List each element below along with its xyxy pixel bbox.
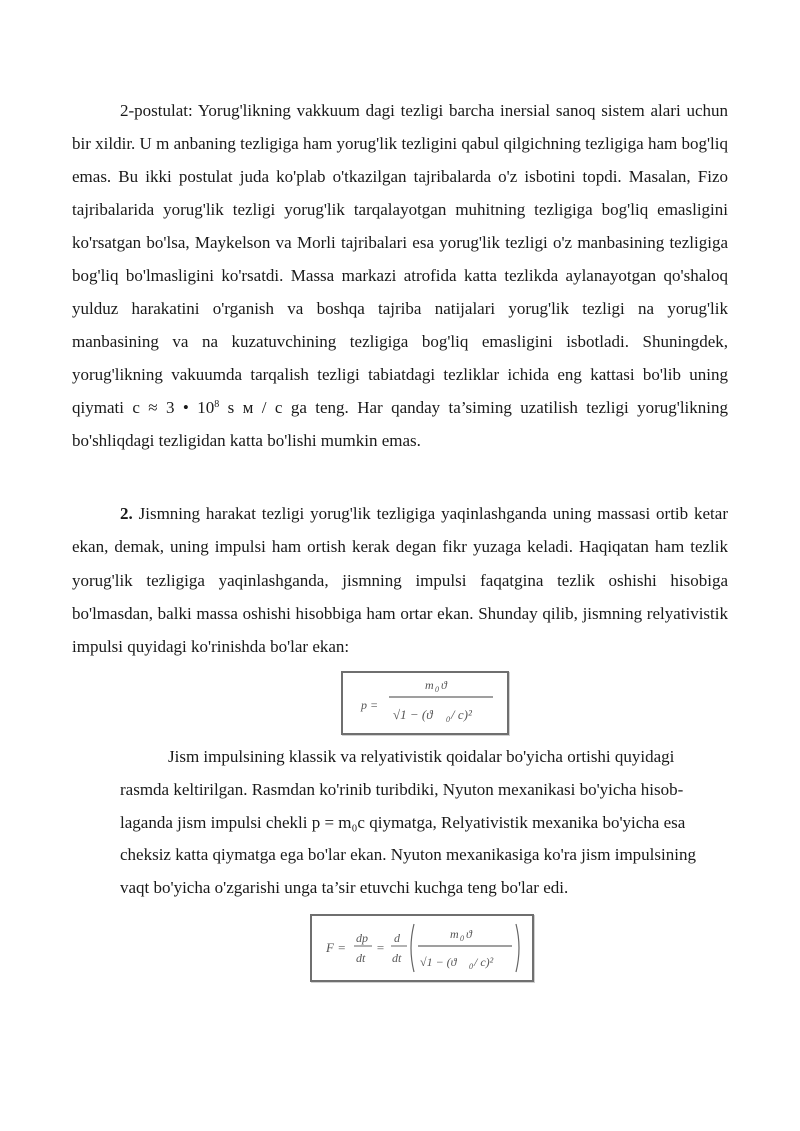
exponent: 8 <box>214 399 220 410</box>
formula-2-denominator-sub: 0 <box>469 962 473 972</box>
paragraph-3-line: vaqt bo'yicha o'zgarishi unga ta’sir etuvchi kuchga teng bo'lar edi. <box>120 877 569 897</box>
formula-2-numerator-var: ϑ <box>466 927 472 942</box>
formula-1-numerator: m <box>425 678 434 693</box>
formula-1-graphic <box>343 673 507 733</box>
paragraph-2-text: Jismning harakat tezligi yorug'lik tezligiga yaqinlashganda uning massasi ortib ketar ekan, demak, uning impulsi ham ortish kerak degan fikr yuzaga keladi. Haqiqatan ham tezlik yorug'lik tezligiga yaqinlashganda, jismning impulsi faqatgina tezlik oshishi hisobiga bo'lmasdan, balki massa oshishi hisobbiga ham ortar ekan. Shunday qilib, jismning relyativistik impulsi quyidagi ko'rinishda bo'lar ekan: <box>72 504 728 657</box>
paragraph-3-line: laganda jism impulsi chekli p = m₀c qiymatga, Relyativistik mexanika bo'yicha esa <box>120 812 686 832</box>
formula-2-numerator: m <box>450 927 459 942</box>
formula-1-numerator-sub: 0 <box>435 685 439 695</box>
formula-2-dt: dt <box>356 951 366 966</box>
document-page <box>72 94 728 982</box>
formula-2-left-paren <box>411 924 414 972</box>
formula-2-right-paren <box>516 924 519 972</box>
formula-2-dt2: dt <box>392 951 402 966</box>
formula-1-denominator: √1 − (ϑ <box>393 707 433 723</box>
formula-1-denominator-sub: 0 <box>446 715 450 725</box>
paragraph-3-line: Jism impulsining klassik va relyativistik qoidalar bo'yicha ortishi quyidagi <box>168 747 675 767</box>
formula-2-lhs: F = <box>326 940 346 956</box>
formula-2-graphic <box>312 916 532 980</box>
formula-2-numerator-sub: 0 <box>460 934 464 944</box>
paragraph-impulse-comparison <box>72 741 722 904</box>
formula-1-numerator-var: ϑ <box>441 678 447 693</box>
formula-2-eq: = <box>376 940 385 956</box>
formula-2-dp: dp <box>356 931 368 946</box>
paragraph-1-text: 2-postulat: Yorug'likning vakkuum dagi tezligi barcha inersial sanoq sistem alari uchun bir xildir. U m anbaning tezligiga ham yorug'lik tezligini qabul qilgichning tezligiga ham bog'liq emas. Bu ikki postulat juda ko'plab o'tkazilgan tajribalarda o'z isbotini topdi. Masalan, Fizo tajribalarida yorug'lik tezligi yorug'lik tarqalayotgan muhitning tezligiga bog'liq emasligini ko'rsatgan bo'lsa, Maykelson va Morli tajribalari esa yorug'lik tezligi o'z manbasining tezligiga bog'liq bo'lmasligini ko'rsatdi. Massa markazi atrofida katta tezlikda aylanayotgan qo'shaloq yulduz harakatini o'rganish va boshqa tajriba natijalari yorug'lik tezligi na yorug'lik manbasining va na kuzatuvchining tezligiga bog'liq emasligini isbotladi. Shuningdek, yorug'likning vakuumda tarqalish tezligi tabiatdagi tezliklar ichida eng kattasi bo'lib uning qiymati c ≈ 3 • 10 <box>72 101 728 417</box>
paragraph-3-line: rasmda keltirilgan. Rasmdan ko'rinib turibdiki, Nyuton mexanikasi bo'yicha hisob- <box>120 780 684 800</box>
formula-newton-force <box>310 914 534 982</box>
formula-1-lhs: p = <box>361 698 379 713</box>
formula-2-denominator: √1 − (ϑ <box>420 955 457 970</box>
section-number: 2. <box>120 504 133 523</box>
formula-2-denominator-end: / c)² <box>474 955 494 970</box>
formula-relativistic-momentum <box>341 671 509 735</box>
paragraph-1-text-after: s м / c ga teng. Har qanday ta’siming uzatilish tezligi yorug'likning bo'shliqdagi tezligidan katta bo'lishi mumkin emas. <box>72 398 728 450</box>
formula-1-denominator-end: / c)² <box>451 707 472 723</box>
paragraph-relativistic-impulse <box>72 497 728 663</box>
paragraph-3-line: cheksiz katta qiymatga ega bo'lar ekan. Nyuton mexanikasiga ko'ra jism impulsining <box>120 845 696 865</box>
formula-2-d: d <box>394 931 400 946</box>
paragraph-postulate-2 <box>72 94 728 457</box>
